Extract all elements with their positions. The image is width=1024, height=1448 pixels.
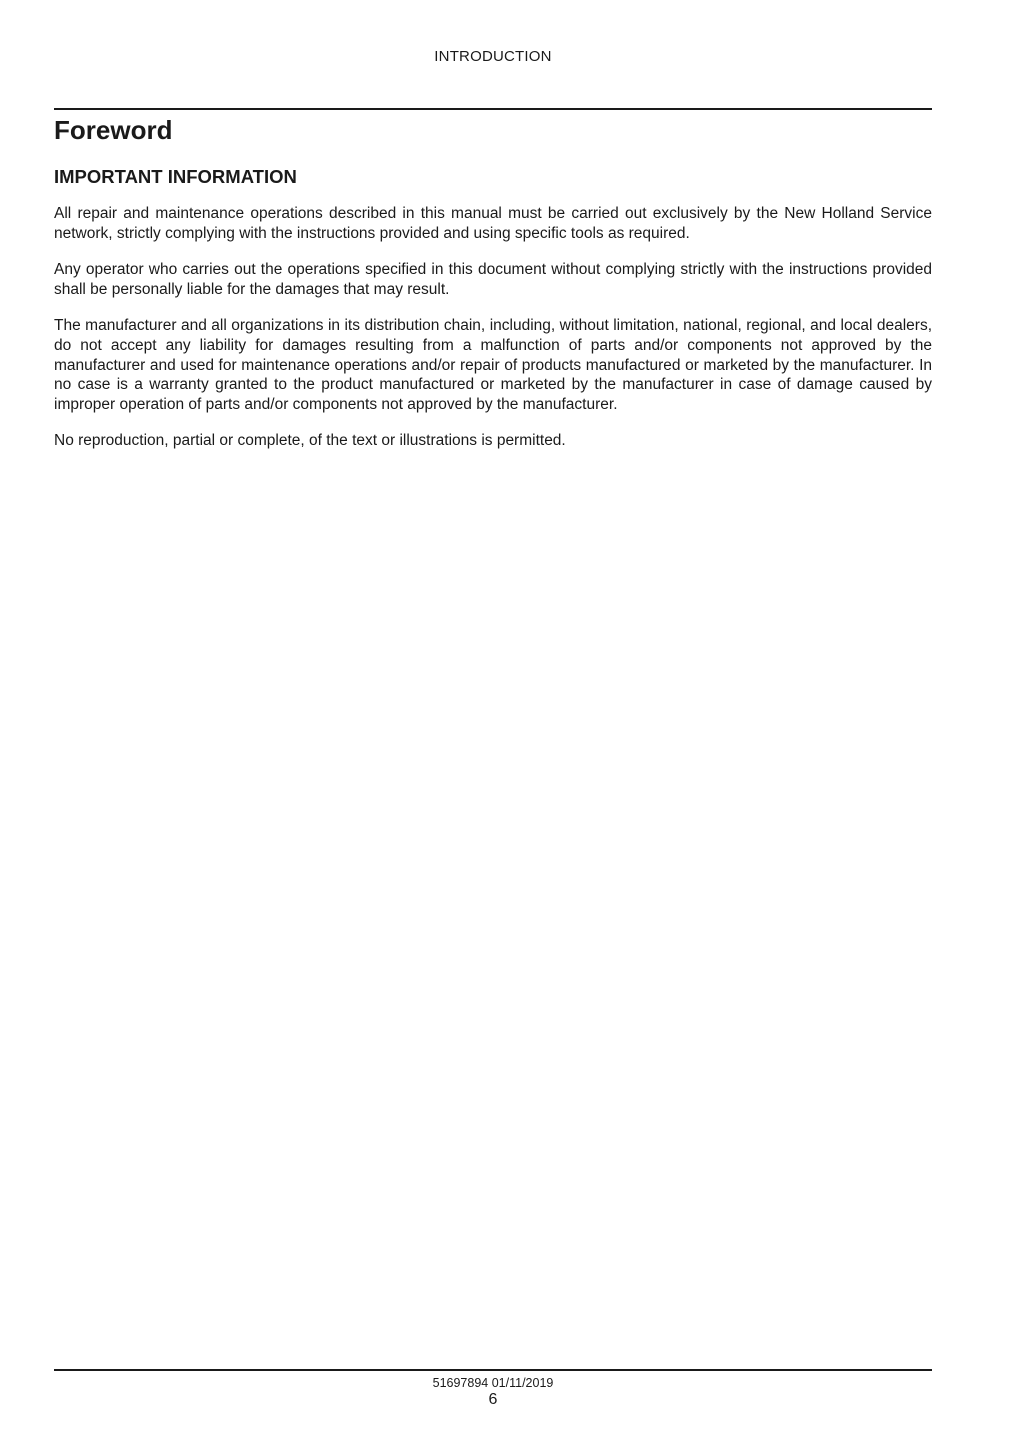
paragraph-reproduction-notice: No reproduction, partial or complete, of the text or illustrations is permitted.: [54, 432, 566, 450]
page-title: Foreword: [54, 115, 173, 145]
paragraph-service-network: All repair and maintenance operations described in this manual must be carried out exclusively by the New Holland Service network, strictly complying with the instructions provided and using specific tools as required.: [54, 205, 932, 242]
paragraph-manufacturer-disclaimer: The manufacturer and all organizations in its distribution chain, including, without limitation, national, regional, and local dealers, do not accept any liability for damages resulting from a malfunction of parts and/or components not approved by the manufacturer and used for maintenance operations and/or repair of products manufactured or marketed by the manufacturer. In no case is a warranty granted to the product manufactured or marketed by the manufacturer in case of damage caused by improper operation of parts and/or components not approved by the manufacturer.: [54, 317, 932, 413]
footer-divider: [54, 1369, 932, 1371]
running-header: INTRODUCTION: [434, 48, 552, 65]
header-divider: [54, 108, 932, 110]
page-number: 6: [488, 1391, 498, 1408]
paragraph-operator-liability: Any operator who carries out the operations specified in this document without complying strictly with the instructions provided shall be personally liable for the damages that may result.: [54, 261, 932, 298]
page-content: [54, 113, 932, 451]
section-heading: IMPORTANT INFORMATION: [54, 166, 297, 187]
document-code: 51697894 01/11/2019: [432, 1376, 554, 1390]
